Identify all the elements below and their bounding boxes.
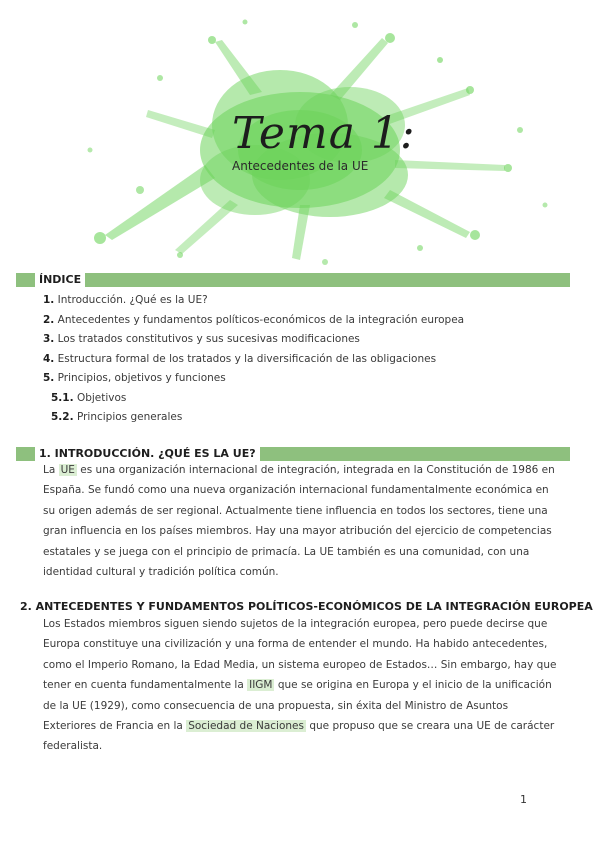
index-item[interactable] [43, 350, 464, 370]
highlight-sociedad-naciones: Sociedad de Naciones [188, 720, 304, 733]
paragraph-text: que propuso que se creara una UE de carácter federalista. [43, 720, 555, 753]
index-item[interactable] [43, 369, 464, 389]
paragraph-text: es una organización internacional de integración, integrada en la Constitución de 1986 en España. Se fundó como una nueva organización internacional fundamentalmente económica en su origen además de ser regional. Actualmente tiene influencia en todos los sectores, tiene una gran influencia en los países miembros. Hay una mayor atribución del ejercicio de competencias estatales y se juega con el principio de primacía. La UE también es una comunidad, con una identidad cultural y tradición política común. [43, 464, 555, 579]
index-item-number: 5.2. [51, 411, 74, 423]
paragraph-text: que se origina en Europa y el inicio de la unificación de la UE (1929), como consecuencia de una propuesta, sin éxita del Ministro de Asuntos Exteriores de Francia en la [43, 679, 552, 733]
index-item-text: Los tratados constitutivos y sus sucesivas modificaciones [57, 333, 360, 345]
index-item[interactable] [43, 311, 464, 331]
index-item-number: 3. [43, 333, 55, 345]
heading-bar [260, 447, 570, 461]
index-item-number: 1. [43, 294, 55, 306]
document-subtitle: Antecedentes de la UE [232, 159, 369, 173]
index-item-text: Principios generales [76, 411, 183, 423]
index-heading [16, 271, 570, 288]
paragraph-text: La [43, 464, 59, 476]
document-title: Tema 1: [232, 108, 416, 159]
heading-accent [16, 273, 35, 287]
section2-paragraph [43, 614, 561, 757]
index-item[interactable] [43, 330, 464, 350]
index-list [43, 291, 464, 428]
index-item-text: Antecedentes y fundamentos políticos-económicos de la integración europea [57, 313, 465, 326]
index-heading-label: ÍNDICE [39, 273, 82, 286]
section1-heading-label: 1. INTRODUCCIÓN. ¿QUÉ ES LA UE? [39, 447, 256, 460]
index-item-text: Estructura formal de los tratados y la diversificación de las obligaciones [57, 352, 437, 365]
index-item-text: Principios, objetivos y funciones [57, 372, 226, 384]
heading-accent [16, 447, 35, 461]
section2-heading [16, 598, 593, 615]
index-item-number: 5.1. [51, 391, 74, 404]
highlight-ue: UE [60, 464, 75, 476]
heading-bar [85, 273, 570, 287]
index-item-number: 5. [43, 372, 55, 384]
section2-heading-label: 2. ANTECEDENTES Y FUNDAMENTOS POLÍTICOS-ECONÓMICOS DE LA INTEGRACIÓN EUROPEA [20, 600, 593, 613]
highlight-iigm: IIGM [249, 679, 273, 692]
page-number: 1 [520, 793, 527, 806]
paragraph-text: Los Estados miembros siguen siendo sujetos de la integración europea, pero puede decirse que Europa constituye una civilización y una forma de entender el mundo. Ha habido antecedentes, como el Imperio Romano, la Edad Media, un sistema europeo de Estados… Sin embargo, hay que tener en cuenta fundamentalmente la [43, 618, 557, 692]
index-item-text: Introducción. ¿Qué es la UE? [57, 294, 208, 306]
index-subitem[interactable] [43, 389, 464, 409]
index-subitem[interactable] [43, 408, 464, 428]
section1-paragraph [43, 460, 561, 582]
index-item[interactable] [43, 291, 464, 311]
index-item-number: 2. [43, 313, 55, 326]
index-item-text: Objetivos [76, 391, 127, 404]
index-item-number: 4. [43, 352, 55, 365]
